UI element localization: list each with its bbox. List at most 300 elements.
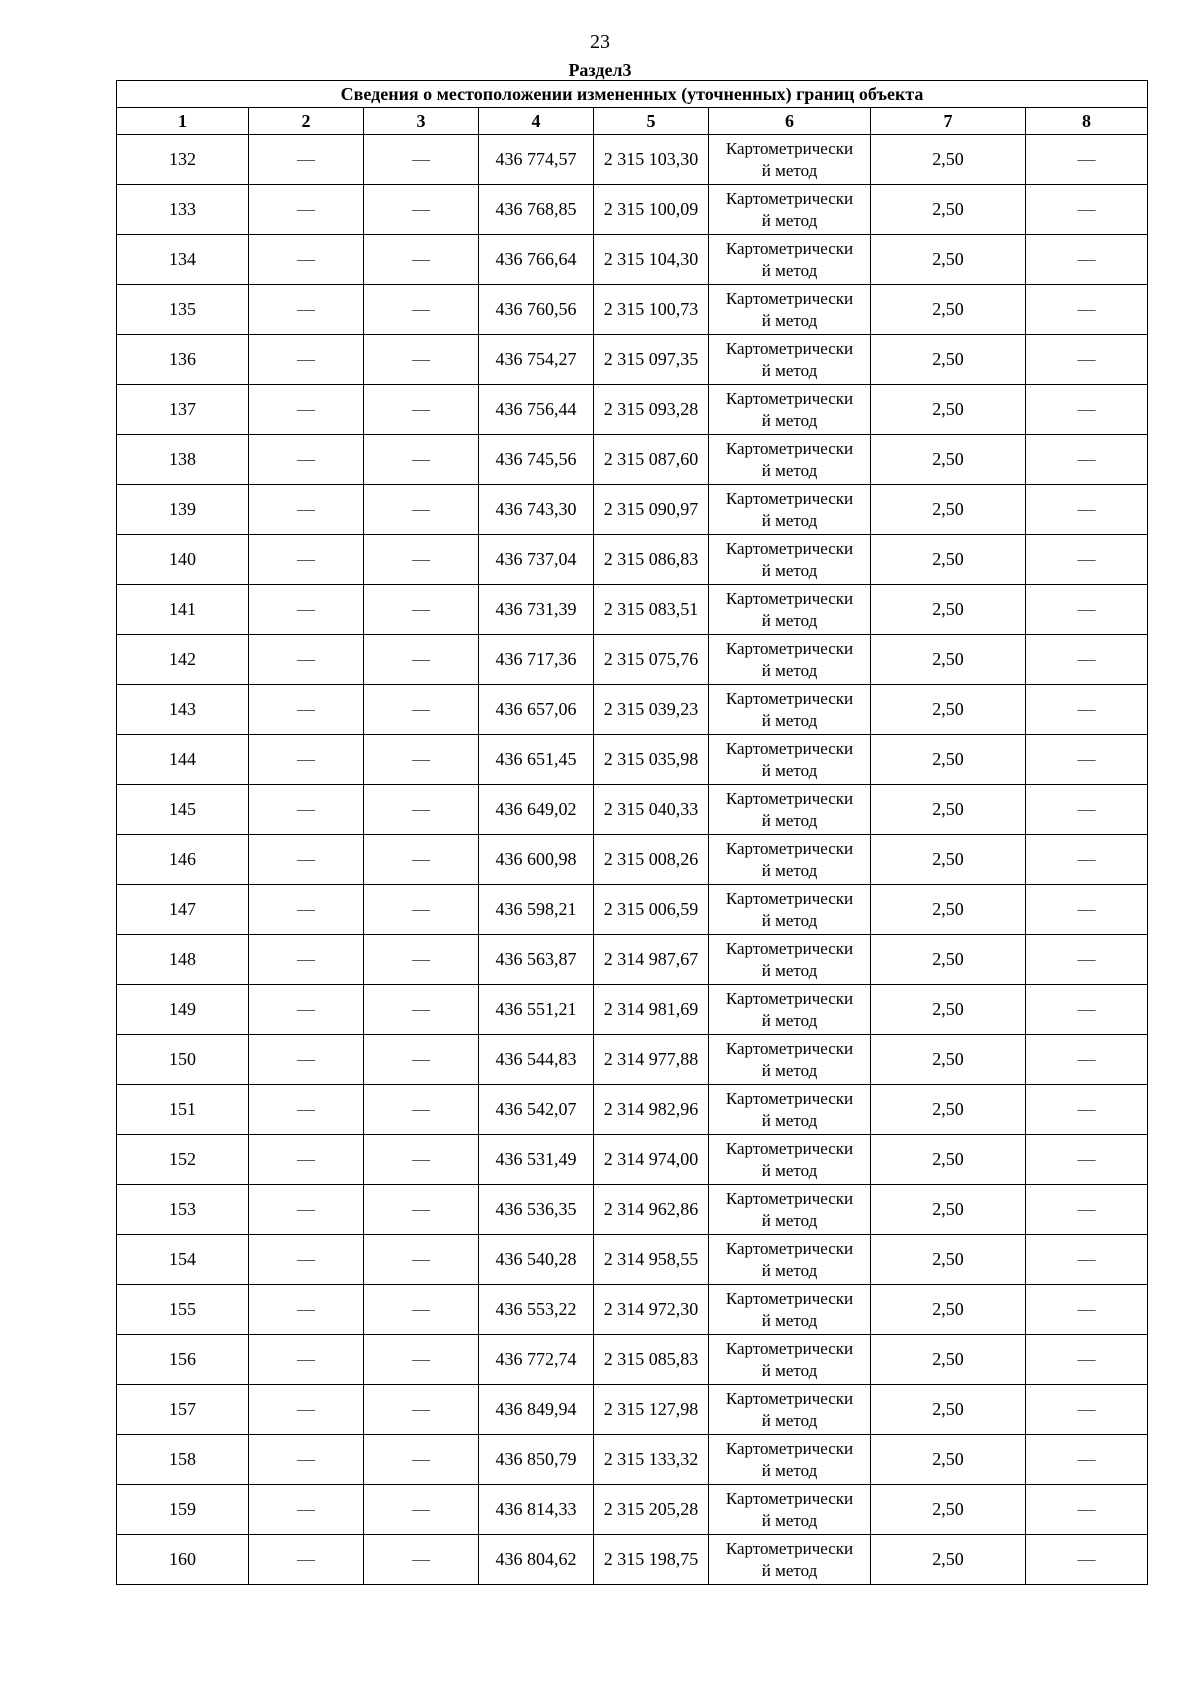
dash-cell: — bbox=[249, 1335, 364, 1385]
point-number-cell: 136 bbox=[117, 335, 249, 385]
coordinate-y-cell: 2 314 987,67 bbox=[594, 935, 709, 985]
point-number-cell: 142 bbox=[117, 635, 249, 685]
dash-cell: — bbox=[364, 1235, 479, 1285]
method-cell bbox=[709, 535, 871, 585]
coordinate-x-cell: 436 814,33 bbox=[479, 1485, 594, 1535]
method-text-line-2: й метод bbox=[761, 1510, 818, 1530]
method-cell bbox=[709, 1235, 871, 1285]
method-cell bbox=[709, 1435, 871, 1485]
column-header: 5 bbox=[594, 108, 709, 135]
coordinate-y-cell: 2 315 086,83 bbox=[594, 535, 709, 585]
method-text-line-2: й метод bbox=[761, 1260, 818, 1280]
method-text-line-2: й метод bbox=[761, 210, 818, 230]
column-header: 2 bbox=[249, 108, 364, 135]
table-row bbox=[117, 935, 1148, 985]
method-text-line-2: й метод bbox=[761, 360, 818, 380]
method-cell bbox=[709, 685, 871, 735]
dash-cell: — bbox=[249, 485, 364, 535]
method-text-line-2: й метод bbox=[761, 1310, 818, 1330]
method-text-line-1: Картометрически bbox=[725, 1188, 854, 1208]
dash-cell: — bbox=[1026, 1435, 1148, 1485]
method-cell bbox=[709, 1135, 871, 1185]
dash-cell: — bbox=[364, 735, 479, 785]
dash-cell: — bbox=[364, 1435, 479, 1485]
point-number-cell: 132 bbox=[117, 135, 249, 185]
method-text-line-1: Картометрически bbox=[725, 238, 854, 258]
table-row bbox=[117, 1185, 1148, 1235]
accuracy-cell: 2,50 bbox=[871, 1235, 1026, 1285]
method-text-line-1: Картометрически bbox=[725, 1338, 854, 1358]
coordinate-y-cell: 2 315 127,98 bbox=[594, 1385, 709, 1435]
coordinate-y-cell: 2 315 035,98 bbox=[594, 735, 709, 785]
method-cell bbox=[709, 785, 871, 835]
method-cell bbox=[709, 1385, 871, 1435]
method-cell bbox=[709, 1035, 871, 1085]
dash-cell: — bbox=[249, 1385, 364, 1435]
method-text-line-1: Картометрически bbox=[725, 588, 854, 608]
point-number-cell: 138 bbox=[117, 435, 249, 485]
dash-cell: — bbox=[249, 935, 364, 985]
page-number: 23 bbox=[590, 31, 610, 53]
coordinate-y-cell: 2 314 962,86 bbox=[594, 1185, 709, 1235]
method-text-line-1: Картометрически bbox=[725, 1438, 854, 1458]
table-body bbox=[117, 135, 1148, 1585]
point-number-cell: 133 bbox=[117, 185, 249, 235]
dash-cell: — bbox=[364, 1535, 479, 1585]
dash-cell: — bbox=[1026, 685, 1148, 735]
dash-cell: — bbox=[364, 135, 479, 185]
table-row bbox=[117, 635, 1148, 685]
dash-cell: — bbox=[1026, 1285, 1148, 1335]
method-text-line-1: Картометрически bbox=[725, 788, 854, 808]
coordinate-x-cell: 436 756,44 bbox=[479, 385, 594, 435]
accuracy-cell: 2,50 bbox=[871, 1185, 1026, 1235]
method-text-line-2: й метод bbox=[761, 160, 818, 180]
table-row bbox=[117, 285, 1148, 335]
method-text-line-1: Картометрически bbox=[725, 888, 854, 908]
dash-cell: — bbox=[1026, 1535, 1148, 1585]
dash-cell: — bbox=[364, 685, 479, 735]
point-number-cell: 159 bbox=[117, 1485, 249, 1535]
table-row bbox=[117, 485, 1148, 535]
method-text-line-1: Картометрически bbox=[725, 988, 854, 1008]
point-number-cell: 143 bbox=[117, 685, 249, 735]
dash-cell: — bbox=[249, 585, 364, 635]
dash-cell: — bbox=[364, 785, 479, 835]
table-row bbox=[117, 685, 1148, 735]
dash-cell: — bbox=[249, 985, 364, 1035]
dash-cell: — bbox=[1026, 835, 1148, 885]
method-cell bbox=[709, 1485, 871, 1535]
coordinate-x-cell: 436 651,45 bbox=[479, 735, 594, 785]
dash-cell: — bbox=[364, 485, 479, 535]
column-header: 7 bbox=[871, 108, 1026, 135]
accuracy-cell: 2,50 bbox=[871, 1035, 1026, 1085]
method-cell bbox=[709, 385, 871, 435]
coordinate-y-cell: 2 315 040,33 bbox=[594, 785, 709, 835]
dash-cell: — bbox=[1026, 335, 1148, 385]
method-cell bbox=[709, 985, 871, 1035]
accuracy-cell: 2,50 bbox=[871, 1485, 1026, 1535]
coordinate-x-cell: 436 657,06 bbox=[479, 685, 594, 735]
accuracy-cell: 2,50 bbox=[871, 635, 1026, 685]
accuracy-cell: 2,50 bbox=[871, 935, 1026, 985]
point-number-cell: 140 bbox=[117, 535, 249, 585]
coordinate-x-cell: 436 598,21 bbox=[479, 885, 594, 935]
accuracy-cell: 2,50 bbox=[871, 1535, 1026, 1585]
method-text-line-2: й метод bbox=[761, 1560, 818, 1580]
method-cell bbox=[709, 335, 871, 385]
accuracy-cell: 2,50 bbox=[871, 235, 1026, 285]
method-text-line-2: й метод bbox=[761, 710, 818, 730]
method-cell bbox=[709, 285, 871, 335]
coordinate-y-cell: 2 315 198,75 bbox=[594, 1535, 709, 1585]
table-row bbox=[117, 1535, 1148, 1585]
dash-cell: — bbox=[1026, 635, 1148, 685]
point-number-cell: 155 bbox=[117, 1285, 249, 1335]
column-header-row bbox=[117, 108, 1148, 135]
method-text-line-2: й метод bbox=[761, 760, 818, 780]
dash-cell: — bbox=[364, 385, 479, 435]
table-row bbox=[117, 1085, 1148, 1135]
method-text-line-1: Картометрически bbox=[725, 1038, 854, 1058]
point-number-cell: 137 bbox=[117, 385, 249, 435]
dash-cell: — bbox=[1026, 285, 1148, 335]
accuracy-cell: 2,50 bbox=[871, 535, 1026, 585]
coordinate-x-cell: 436 731,39 bbox=[479, 585, 594, 635]
coordinate-x-cell: 436 760,56 bbox=[479, 285, 594, 335]
dash-cell: — bbox=[249, 1535, 364, 1585]
coordinate-x-cell: 436 849,94 bbox=[479, 1385, 594, 1435]
accuracy-cell: 2,50 bbox=[871, 1135, 1026, 1185]
coordinate-y-cell: 2 314 972,30 bbox=[594, 1285, 709, 1335]
coordinate-y-cell: 2 315 103,30 bbox=[594, 135, 709, 185]
accuracy-cell: 2,50 bbox=[871, 485, 1026, 535]
method-text-line-2: й метод bbox=[761, 1010, 818, 1030]
point-number-cell: 158 bbox=[117, 1435, 249, 1485]
method-cell bbox=[709, 185, 871, 235]
coordinate-y-cell: 2 314 982,96 bbox=[594, 1085, 709, 1135]
method-text-line-1: Картометрически bbox=[725, 488, 854, 508]
coordinate-x-cell: 436 745,56 bbox=[479, 435, 594, 485]
point-number-cell: 134 bbox=[117, 235, 249, 285]
coordinate-x-cell: 436 737,04 bbox=[479, 535, 594, 585]
coordinate-y-cell: 2 315 039,23 bbox=[594, 685, 709, 735]
dash-cell: — bbox=[249, 1185, 364, 1235]
dash-cell: — bbox=[1026, 135, 1148, 185]
method-text-line-1: Картометрически bbox=[725, 1088, 854, 1108]
coordinate-x-cell: 436 774,57 bbox=[479, 135, 594, 185]
dash-cell: — bbox=[1026, 435, 1148, 485]
coordinate-x-cell: 436 717,36 bbox=[479, 635, 594, 685]
table-row bbox=[117, 1485, 1148, 1535]
dash-cell: — bbox=[364, 335, 479, 385]
table-row bbox=[117, 785, 1148, 835]
method-text-line-2: й метод bbox=[761, 960, 818, 980]
column-header: 1 bbox=[117, 108, 249, 135]
table-row bbox=[117, 985, 1148, 1035]
coordinate-y-cell: 2 315 205,28 bbox=[594, 1485, 709, 1535]
method-cell bbox=[709, 485, 871, 535]
method-cell bbox=[709, 885, 871, 935]
method-text-line-2: й метод bbox=[761, 910, 818, 930]
dash-cell: — bbox=[1026, 735, 1148, 785]
method-cell bbox=[709, 135, 871, 185]
method-text-line-2: й метод bbox=[761, 410, 818, 430]
method-text-line-1: Картометрически bbox=[725, 438, 854, 458]
table-row bbox=[117, 1235, 1148, 1285]
accuracy-cell: 2,50 bbox=[871, 385, 1026, 435]
method-cell bbox=[709, 1185, 871, 1235]
coordinate-x-cell: 436 754,27 bbox=[479, 335, 594, 385]
dash-cell: — bbox=[364, 1485, 479, 1535]
dash-cell: — bbox=[249, 1285, 364, 1335]
accuracy-cell: 2,50 bbox=[871, 1085, 1026, 1135]
dash-cell: — bbox=[1026, 1035, 1148, 1085]
method-text-line-2: й метод bbox=[761, 660, 818, 680]
table-row bbox=[117, 1435, 1148, 1485]
column-header: 4 bbox=[479, 108, 594, 135]
table-row bbox=[117, 335, 1148, 385]
method-cell bbox=[709, 635, 871, 685]
method-text-line-1: Картометрически bbox=[725, 338, 854, 358]
method-text-line-2: й метод bbox=[761, 1460, 818, 1480]
coordinate-x-cell: 436 553,22 bbox=[479, 1285, 594, 1335]
coordinate-y-cell: 2 315 093,28 bbox=[594, 385, 709, 435]
table-row bbox=[117, 1135, 1148, 1185]
dash-cell: — bbox=[1026, 185, 1148, 235]
dash-cell: — bbox=[1026, 1085, 1148, 1135]
point-number-cell: 151 bbox=[117, 1085, 249, 1135]
coordinate-y-cell: 2 314 981,69 bbox=[594, 985, 709, 1035]
accuracy-cell: 2,50 bbox=[871, 335, 1026, 385]
accuracy-cell: 2,50 bbox=[871, 1435, 1026, 1485]
dash-cell: — bbox=[364, 935, 479, 985]
method-text-line-2: й метод bbox=[761, 610, 818, 630]
method-text-line-2: й метод bbox=[761, 460, 818, 480]
point-number-cell: 149 bbox=[117, 985, 249, 1035]
method-cell bbox=[709, 1085, 871, 1135]
method-cell bbox=[709, 735, 871, 785]
method-text-line-1: Картометрически bbox=[725, 738, 854, 758]
point-number-cell: 148 bbox=[117, 935, 249, 985]
dash-cell: — bbox=[249, 135, 364, 185]
accuracy-cell: 2,50 bbox=[871, 1335, 1026, 1385]
accuracy-cell: 2,50 bbox=[871, 735, 1026, 785]
method-text-line-2: й метод bbox=[761, 310, 818, 330]
coordinate-y-cell: 2 315 104,30 bbox=[594, 235, 709, 285]
dash-cell: — bbox=[364, 1185, 479, 1235]
dash-cell: — bbox=[364, 285, 479, 335]
dash-cell: — bbox=[249, 635, 364, 685]
method-cell bbox=[709, 935, 871, 985]
coordinate-y-cell: 2 315 090,97 bbox=[594, 485, 709, 535]
section-label: Раздел3 bbox=[568, 60, 632, 80]
coordinate-y-cell: 2 314 977,88 bbox=[594, 1035, 709, 1085]
method-cell bbox=[709, 585, 871, 635]
coordinate-y-cell: 2 315 083,51 bbox=[594, 585, 709, 635]
dash-cell: — bbox=[364, 635, 479, 685]
method-cell bbox=[709, 1335, 871, 1385]
point-number-cell: 135 bbox=[117, 285, 249, 335]
accuracy-cell: 2,50 bbox=[871, 885, 1026, 935]
table-row bbox=[117, 435, 1148, 485]
method-text-line-1: Картометрически bbox=[725, 1238, 854, 1258]
dash-cell: — bbox=[249, 1235, 364, 1285]
dash-cell: — bbox=[1026, 1235, 1148, 1285]
dash-cell: — bbox=[249, 235, 364, 285]
accuracy-cell: 2,50 bbox=[871, 1385, 1026, 1435]
method-text-line-1: Картометрически bbox=[725, 1538, 854, 1558]
coordinate-y-cell: 2 315 006,59 bbox=[594, 885, 709, 935]
method-text-line-1: Картометрически bbox=[725, 688, 854, 708]
dash-cell: — bbox=[1026, 1385, 1148, 1435]
method-text-line-2: й метод bbox=[761, 510, 818, 530]
coordinate-y-cell: 2 315 100,73 bbox=[594, 285, 709, 335]
coordinate-x-cell: 436 743,30 bbox=[479, 485, 594, 535]
coordinate-y-cell: 2 315 133,32 bbox=[594, 1435, 709, 1485]
dash-cell: — bbox=[249, 185, 364, 235]
coordinate-y-cell: 2 314 958,55 bbox=[594, 1235, 709, 1285]
column-header: 6 bbox=[709, 108, 871, 135]
method-text-line-1: Картометрически bbox=[725, 938, 854, 958]
accuracy-cell: 2,50 bbox=[871, 835, 1026, 885]
dash-cell: — bbox=[249, 535, 364, 585]
point-number-cell: 153 bbox=[117, 1185, 249, 1235]
table-row bbox=[117, 235, 1148, 285]
dash-cell: — bbox=[249, 835, 364, 885]
coordinate-x-cell: 436 772,74 bbox=[479, 1335, 594, 1385]
dash-cell: — bbox=[1026, 235, 1148, 285]
dash-cell: — bbox=[1026, 1335, 1148, 1385]
coordinate-x-cell: 436 540,28 bbox=[479, 1235, 594, 1285]
table-row bbox=[117, 1285, 1148, 1335]
accuracy-cell: 2,50 bbox=[871, 285, 1026, 335]
dash-cell: — bbox=[1026, 385, 1148, 435]
point-number-cell: 141 bbox=[117, 585, 249, 635]
point-number-cell: 146 bbox=[117, 835, 249, 885]
table-row bbox=[117, 1035, 1148, 1085]
accuracy-cell: 2,50 bbox=[871, 135, 1026, 185]
method-text-line-2: й метод bbox=[761, 260, 818, 280]
method-text-line-2: й метод bbox=[761, 1110, 818, 1130]
method-text-line-1: Картометрически bbox=[725, 838, 854, 858]
coordinate-x-cell: 436 804,62 bbox=[479, 1535, 594, 1585]
dash-cell: — bbox=[364, 1285, 479, 1335]
dash-cell: — bbox=[249, 1085, 364, 1135]
coordinate-x-cell: 436 563,87 bbox=[479, 935, 594, 985]
method-text-line-2: й метод bbox=[761, 1410, 818, 1430]
dash-cell: — bbox=[249, 685, 364, 735]
dash-cell: — bbox=[364, 985, 479, 1035]
coordinate-y-cell: 2 315 085,83 bbox=[594, 1335, 709, 1385]
dash-cell: — bbox=[1026, 785, 1148, 835]
method-text-line-1: Картометрически bbox=[725, 138, 854, 158]
dash-cell: — bbox=[364, 1035, 479, 1085]
dash-cell: — bbox=[364, 435, 479, 485]
method-text-line-2: й метод bbox=[761, 860, 818, 880]
dash-cell: — bbox=[249, 1035, 364, 1085]
table-title: Сведения о местоположении измененных (уточненных) границ объекта bbox=[117, 81, 1148, 108]
method-text-line-2: й метод bbox=[761, 560, 818, 580]
dash-cell: — bbox=[1026, 935, 1148, 985]
dash-cell: — bbox=[249, 1485, 364, 1535]
point-number-cell: 139 bbox=[117, 485, 249, 535]
method-text-line-2: й метод bbox=[761, 1160, 818, 1180]
method-cell bbox=[709, 1285, 871, 1335]
method-text-line-1: Картометрически bbox=[725, 188, 854, 208]
boundary-coordinates-table bbox=[116, 80, 1148, 1585]
table-row bbox=[117, 535, 1148, 585]
dash-cell: — bbox=[1026, 985, 1148, 1035]
method-cell bbox=[709, 835, 871, 885]
column-header: 3 bbox=[364, 108, 479, 135]
point-number-cell: 157 bbox=[117, 1385, 249, 1435]
dash-cell: — bbox=[364, 1385, 479, 1435]
method-text-line-2: й метод bbox=[761, 810, 818, 830]
coordinate-x-cell: 436 850,79 bbox=[479, 1435, 594, 1485]
dash-cell: — bbox=[364, 1085, 479, 1135]
dash-cell: — bbox=[1026, 535, 1148, 585]
column-header: 8 bbox=[1026, 108, 1148, 135]
method-text-line-2: й метод bbox=[761, 1210, 818, 1230]
dash-cell: — bbox=[364, 835, 479, 885]
method-cell bbox=[709, 235, 871, 285]
dash-cell: — bbox=[1026, 1485, 1148, 1535]
point-number-cell: 152 bbox=[117, 1135, 249, 1185]
method-text-line-2: й метод bbox=[761, 1360, 818, 1380]
table-row bbox=[117, 1335, 1148, 1385]
dash-cell: — bbox=[1026, 585, 1148, 635]
accuracy-cell: 2,50 bbox=[871, 185, 1026, 235]
coordinate-x-cell: 436 768,85 bbox=[479, 185, 594, 235]
dash-cell: — bbox=[249, 1435, 364, 1485]
method-text-line-1: Картометрически bbox=[725, 288, 854, 308]
accuracy-cell: 2,50 bbox=[871, 1285, 1026, 1335]
coordinate-y-cell: 2 315 075,76 bbox=[594, 635, 709, 685]
coordinate-y-cell: 2 315 087,60 bbox=[594, 435, 709, 485]
accuracy-cell: 2,50 bbox=[871, 435, 1026, 485]
coordinate-y-cell: 2 315 008,26 bbox=[594, 835, 709, 885]
dash-cell: — bbox=[364, 885, 479, 935]
method-text-line-1: Картометрически bbox=[725, 1138, 854, 1158]
dash-cell: — bbox=[1026, 885, 1148, 935]
table-row bbox=[117, 885, 1148, 935]
method-cell bbox=[709, 1535, 871, 1585]
dash-cell: — bbox=[364, 235, 479, 285]
dash-cell: — bbox=[1026, 1135, 1148, 1185]
dash-cell: — bbox=[364, 185, 479, 235]
table-row bbox=[117, 185, 1148, 235]
table-row bbox=[117, 135, 1148, 185]
table-row bbox=[117, 385, 1148, 435]
dash-cell: — bbox=[364, 1335, 479, 1385]
dash-cell: — bbox=[249, 385, 364, 435]
table-row bbox=[117, 835, 1148, 885]
method-text-line-1: Картометрически bbox=[725, 1388, 854, 1408]
table-row bbox=[117, 1385, 1148, 1435]
dash-cell: — bbox=[249, 1135, 364, 1185]
coordinate-x-cell: 436 531,49 bbox=[479, 1135, 594, 1185]
point-number-cell: 150 bbox=[117, 1035, 249, 1085]
coordinate-x-cell: 436 536,35 bbox=[479, 1185, 594, 1235]
method-text-line-2: й метод bbox=[761, 1060, 818, 1080]
dash-cell: — bbox=[364, 1135, 479, 1185]
method-text-line-1: Картометрически bbox=[725, 1488, 854, 1508]
accuracy-cell: 2,50 bbox=[871, 785, 1026, 835]
point-number-cell: 160 bbox=[117, 1535, 249, 1585]
table-row bbox=[117, 585, 1148, 635]
